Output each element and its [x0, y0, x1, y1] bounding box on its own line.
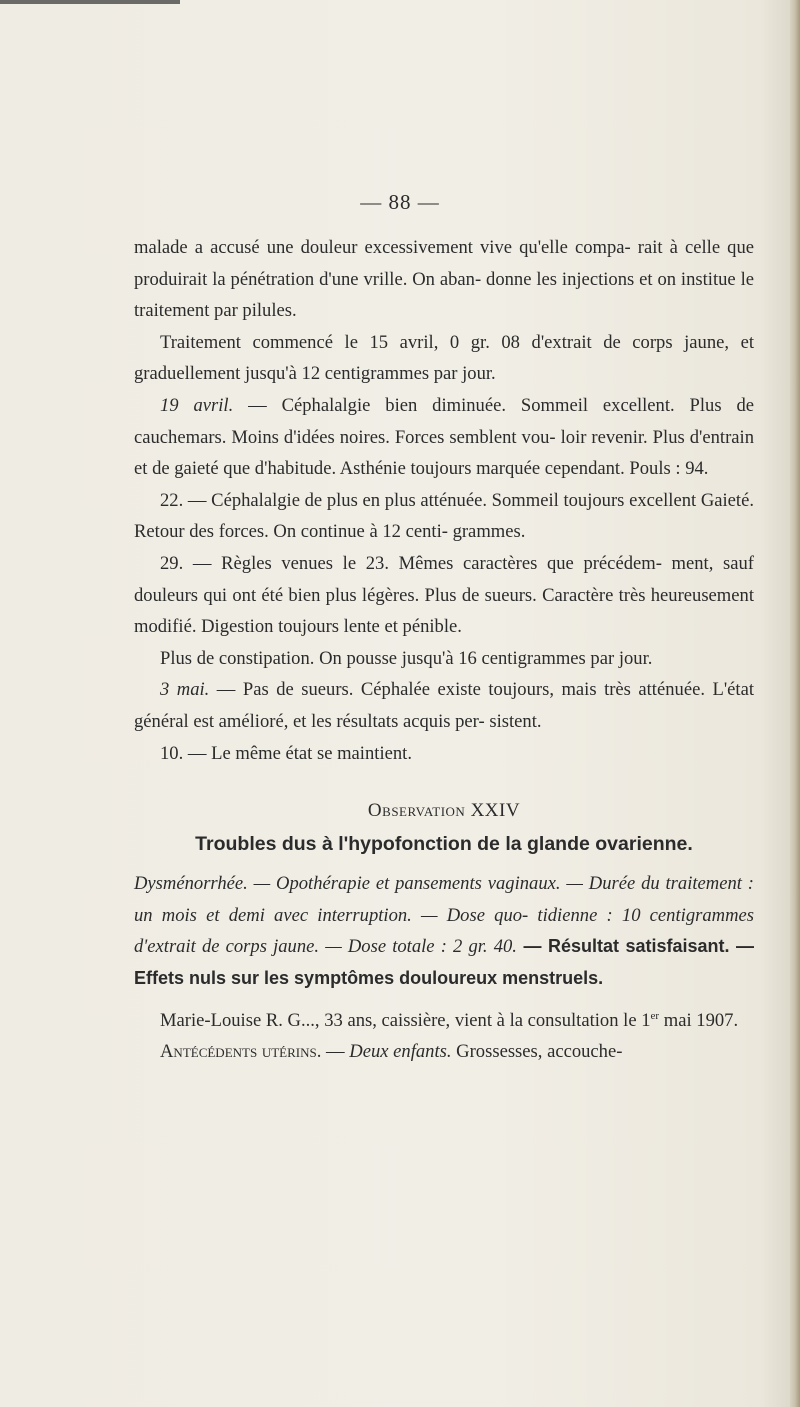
paragraph-8: 10. — Le même état se maintient.	[160, 742, 412, 764]
antecedents-text: Grossesses, accouche-	[451, 1041, 623, 1063]
patient-paragraph	[134, 1005, 754, 1037]
paragraph-1: malade a accusé une douleur excessivement vive qu'elle compa- rait à celle que produirait la pénétration d'une vrille. On aban- donne les injections et on institue le traitement par pilules.	[134, 237, 754, 322]
date-3-mai: 3 mai.	[160, 679, 210, 701]
paragraph-2: Traitement commencé le 15 avril, 0 gr. 08 d'extrait de corps jaune, et graduellement jusqu'à 12 centigrammes par jour.	[134, 331, 754, 385]
antecedents-paragraph	[134, 1036, 754, 1068]
date-19-avril: 19 avril.	[160, 394, 234, 416]
paragraph-5: 29. — Règles venues le 23. Mêmes caractères que précédem- ment, sauf douleurs qui ont été bien plus légères. Plus de sueurs. Caractère très heureusement modifié. Digestion toujours lente et pénible.	[134, 552, 754, 638]
summary-italic: Dysménorrhée. — Opothérapie et pansements vaginaux. — Durée du traitement : un mois et demi avec interruption. — Dose quo- tidienne : 10 centigrammes d'extrait de corps jaune. — Dose totale : 2 gr. 40.	[134, 873, 754, 958]
page-number: — 88 —	[360, 190, 440, 214]
patient-sup: er	[650, 1009, 660, 1022]
antecedents-italic: Deux enfants.	[349, 1041, 452, 1063]
scan-top-edge	[0, 0, 180, 4]
antecedents-label: Antécédents utérins.	[160, 1041, 322, 1063]
antecedents-dash: —	[321, 1041, 350, 1063]
paragraph-7	[134, 674, 754, 737]
body-text	[134, 232, 754, 1068]
paragraph-7-text: — Pas de sueurs. Céphalée existe toujours, mais très atténuée. L'état général est amélioré, et les résultats acquis per- sistent.	[134, 679, 755, 732]
summary-result: — Résultat satisfaisant. — Effets nuls sur les symptômes douloureux menstruels.	[134, 936, 754, 989]
observation-title: Observation XXIV	[367, 800, 521, 822]
paragraph-3	[134, 390, 754, 485]
paragraph-4: 22. — Céphalalgie de plus en plus atténuée. Sommeil toujours excellent Gaieté. Retour des forces. On continue à 12 centi- grammes.	[134, 489, 754, 543]
paragraph-3-text: — Céphalalgie bien diminuée. Sommeil excellent. Plus de cauchemars. Moins d'idées noires. Forces semblent vou- loir revenir. Plus d'entrain et de gaieté que d'habitude. Asthénie toujours marquée cependant. Pouls : 94.	[134, 394, 754, 480]
observation-summary	[134, 868, 754, 994]
patient-text-end: mai 1907.	[659, 1009, 739, 1031]
observation-subtitle: Troubles dus à l'hypofonction de la glande ovarienne.	[195, 832, 693, 855]
patient-text: Marie-Louise R. G..., 33 ans, caissière, vient à la consultation le 1	[160, 1009, 651, 1031]
paragraph-6: Plus de constipation. On pousse jusqu'à 16 centigrammes par jour.	[160, 647, 653, 669]
